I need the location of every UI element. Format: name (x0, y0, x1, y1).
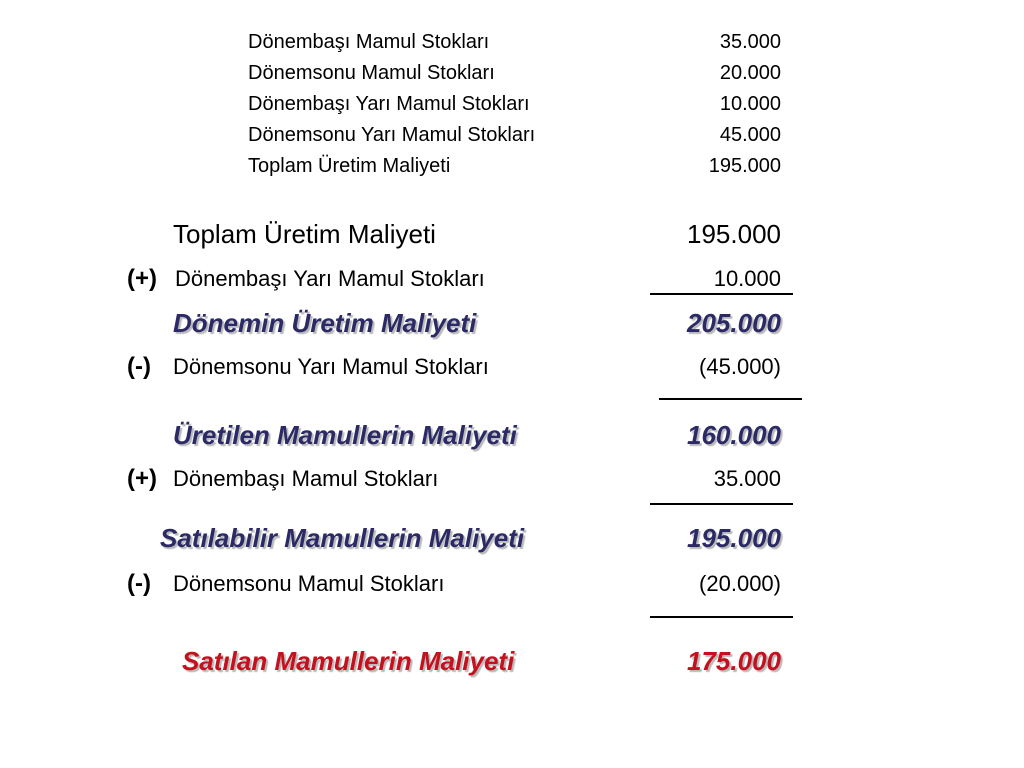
summary-label: Dönembaşı Yarı Mamul Stokları (248, 93, 530, 115)
goods-available-value: 195.000 (687, 523, 781, 553)
summary-value: 10.000 (719, 93, 781, 115)
opening-wip-value: 10.000 (713, 266, 781, 291)
cogs-value: 175.000 (687, 646, 781, 676)
summary-value: 195.000 (708, 155, 781, 177)
subtotal-rule (650, 293, 793, 295)
minus-sign: (-) (127, 353, 151, 380)
summary-label: Dönembaşı Mamul Stokları (248, 31, 490, 53)
period-production-value: 205.000 (687, 308, 781, 338)
summary-value: 45.000 (719, 124, 781, 146)
summary-label: Dönemsonu Yarı Mamul Stokları (248, 124, 536, 146)
period-production-label: Dönemin Üretim Maliyeti (173, 308, 477, 338)
opening-fg-label: Dönembaşı Mamul Stokları (173, 466, 439, 491)
goods-available-label: Satılabilir Mamullerin Maliyeti (160, 523, 525, 553)
closing-fg-value: (20.000) (699, 571, 781, 596)
cogs-label: Satılan Mamullerin Maliyeti (182, 646, 515, 676)
closing-wip-label: Dönemsonu Yarı Mamul Stokları (173, 354, 489, 379)
summary-label: Dönemsonu Mamul Stokları (248, 62, 495, 84)
opening-wip-label: Dönembaşı Yarı Mamul Stokları (175, 266, 485, 291)
subtotal-rule (659, 398, 802, 400)
subtotal-rule (650, 503, 793, 505)
subtotal-rule (650, 616, 793, 618)
summary-label: Toplam Üretim Maliyeti (248, 155, 451, 177)
total-production-label: Toplam Üretim Maliyeti (173, 219, 436, 249)
minus-sign: (-) (127, 570, 151, 597)
plus-sign: (+) (127, 465, 157, 492)
plus-sign: (+) (127, 265, 157, 292)
cogm-label: Üretilen Mamullerin Maliyeti (173, 420, 517, 450)
total-production-value: 195.000 (687, 219, 781, 249)
opening-fg-value: 35.000 (713, 466, 781, 491)
closing-wip-value: (45.000) (699, 354, 781, 379)
summary-value: 20.000 (719, 62, 781, 84)
cogm-value: 160.000 (687, 420, 781, 450)
closing-fg-label: Dönemsonu Mamul Stokları (173, 571, 445, 596)
summary-value: 35.000 (719, 31, 781, 53)
